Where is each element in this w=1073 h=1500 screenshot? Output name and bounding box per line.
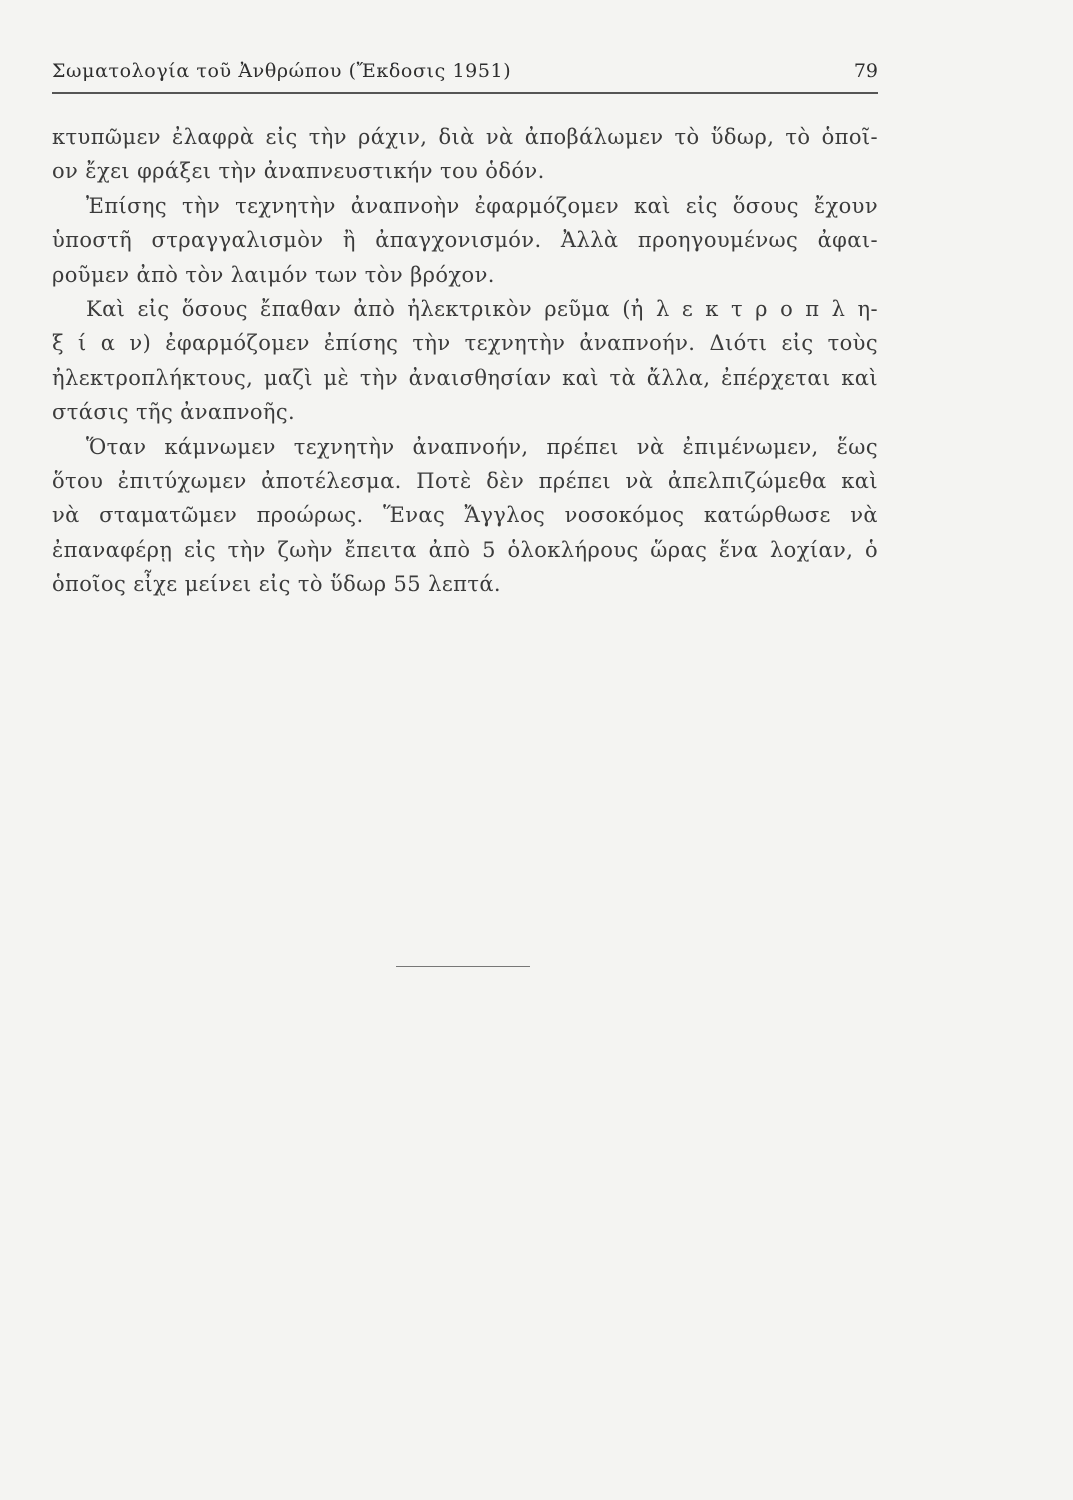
page-header bbox=[52, 60, 878, 88]
footnote-rule bbox=[396, 966, 530, 967]
running-title: Σωματολογία τοῦ Ἀνθρώπου (Ἔκδοσις 1951) bbox=[52, 60, 512, 82]
text-line: κτυπῶμεν ἐλαφρὰ εἰς τὴν ράχιν, διὰ νὰ ἀποβάλωμεν τὸ ὕδωρ, τὸ ὁποῖ- bbox=[52, 125, 878, 149]
text-line: ὑποστῆ στραγγαλισμὸν ἢ ἀπαγχονισμόν. Ἀλλὰ προηγουμένως ἀφαι- bbox=[52, 228, 878, 253]
text-line: ον ἔχει φράξει τὴν ἀναπνευστικήν του ὁδόν. bbox=[52, 159, 545, 184]
text-line: Καὶ εἰς ὅσους ἔπαθαν ἀπὸ ἠλεκτρικὸν ρεῦμα (ἠ λ ε κ τ ρ ο π λ η- bbox=[86, 296, 878, 321]
text-line: ὁποῖος εἶχε μείνει εἰς τὸ ὕδωρ 55 λεπτά. bbox=[52, 572, 502, 597]
text-line: ξ ί α ν) ἐφαρμόζομεν ἐπίσης τὴν τεχνητὴν ἀναπνοήν. Διότι εἰς τοὺς bbox=[52, 331, 878, 356]
text-line: ἠλεκτροπλήκτους, μαζὶ μὲ τὴν ἀναισθησίαν καὶ τὰ ἄλλα, ἐπέρχεται καὶ bbox=[52, 365, 878, 390]
text-line: νὰ σταματῶμεν προώρως. Ἕνας Ἄγγλος νοσοκόμος κατώρθωσε νὰ bbox=[52, 503, 878, 528]
text-line: ὅτου ἐπιτύχωμεν ἀποτέλεσμα. Ποτὲ δὲν πρέπει νὰ ἀπελπιζώμεθα καὶ bbox=[52, 468, 878, 493]
page-number: 79 bbox=[853, 60, 878, 82]
body-text bbox=[52, 120, 878, 601]
text-line: στάσις τῆς ἀναπνοῆς. bbox=[52, 400, 296, 425]
text-line: ἐπαναφέρῃ εἰς τὴν ζωὴν ἔπειτα ἀπὸ 5 ὁλοκλήρους ὥρας ἕνα λοχίαν, ὁ bbox=[52, 537, 878, 562]
header-rule bbox=[52, 92, 878, 94]
text-line: Ὅταν κάμνωμεν τεχνητὴν ἀναπνοήν, πρέπει νὰ ἐπιμένωμεν, ἕως bbox=[86, 434, 878, 459]
text-line: ροῦμεν ἀπὸ τὸν λαιμόν των τὸν βρόχον. bbox=[52, 262, 495, 287]
text-line: Ἐπίσης τὴν τεχνητὴν ἀναπνοὴν ἐφαρμόζομεν καὶ εἰς ὅσους ἔχουν bbox=[86, 193, 878, 218]
